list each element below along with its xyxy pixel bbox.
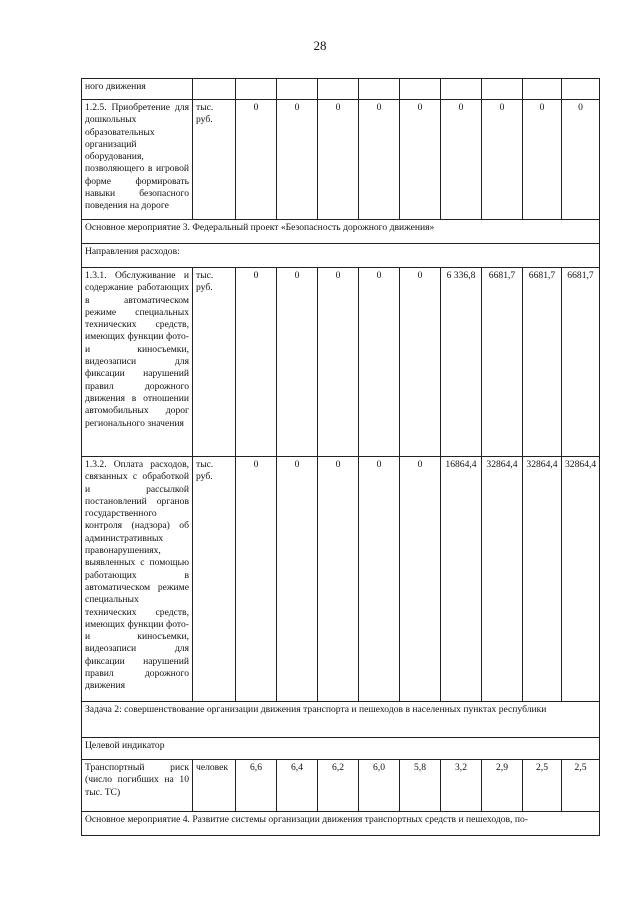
value-cell: 32864,4 <box>562 457 600 702</box>
value-cell: 6681,7 <box>482 268 523 457</box>
value-cell: 6,4 <box>277 760 318 812</box>
row-name: 1.3.2. Оплата расходов, связанных с обработкой и рассылкой постановлений органов государственного контроля (надзора) об административных правонарушениях, выявленных с помощью работающих в автоматическом режиме специальных технических средств, имеющих функции фото- и киносъемки, видеозаписи для фиксации нарушений правил дорожного движения <box>82 457 193 702</box>
value-cell: 6,2 <box>318 760 359 812</box>
section-heading: Целевой индикатор <box>82 738 600 760</box>
page-number: 28 <box>313 38 327 53</box>
table-row <box>82 760 600 812</box>
value-cell: 6,6 <box>236 760 277 812</box>
value-cell: 0 <box>318 100 359 220</box>
table-row <box>82 812 600 836</box>
section-heading: Основное мероприятие 3. Федеральный проект «Безопасность дорожного движения» <box>82 220 600 244</box>
value-cell: 0 <box>523 100 562 220</box>
value-cell: 32864,4 <box>482 457 523 702</box>
value-cell: 0 <box>318 457 359 702</box>
unit-cell: тыс. руб. <box>193 457 236 702</box>
row-name: 1.3.1. Обслуживание и содержание работающих в автоматическом режиме специальных технических средств, имеющих функции фото- и киносъемки, видеозаписи для фиксации нарушений правил дорожного движения в отношении автомобильных дорог регионального значения <box>82 268 193 457</box>
value-cell: 0 <box>400 268 441 457</box>
value-cell: 6,0 <box>359 760 400 812</box>
value-cell: 0 <box>562 100 600 220</box>
table-row <box>82 220 600 244</box>
table-row <box>82 100 600 220</box>
unit-cell: тыс. руб. <box>193 268 236 457</box>
value-cell: 0 <box>236 100 277 220</box>
value-cell: 6 336,8 <box>441 268 482 457</box>
value-cell: 0 <box>277 100 318 220</box>
value-cell: 0 <box>359 457 400 702</box>
row-name: 1.2.5. Приобретение для дошкольных образовательных организаций оборудования, позволяющего в игровой форме формировать навыки безопасного поведения на дороге <box>82 100 193 220</box>
program-table <box>81 78 600 836</box>
value-cell: 0 <box>400 100 441 220</box>
value-cell: 6681,7 <box>523 268 562 457</box>
table-row <box>82 738 600 760</box>
section-heading: Задача 2: совершенствование организации движения транспорта и пешеходов в населенных пунктах республики <box>82 702 600 738</box>
value-cell: 3,2 <box>441 760 482 812</box>
value-cell: 2,5 <box>523 760 562 812</box>
value-cell: 0 <box>277 457 318 702</box>
value-cell: 0 <box>236 268 277 457</box>
table-row <box>82 244 600 268</box>
value-cell: 16864,4 <box>441 457 482 702</box>
table-row <box>82 79 600 100</box>
value-cell: 2,9 <box>482 760 523 812</box>
unit-cell: тыс. руб. <box>193 100 236 220</box>
row-name: ного движения <box>82 79 193 100</box>
section-heading: Направления расходов: <box>82 244 600 268</box>
value-cell: 32864,4 <box>523 457 562 702</box>
value-cell: 0 <box>277 268 318 457</box>
value-cell: 0 <box>318 268 359 457</box>
section-heading: Основное мероприятие 4. Развитие системы организации движения транспортных средств и пешеходов, по- <box>82 812 600 836</box>
value-cell: 0 <box>400 457 441 702</box>
value-cell: 0 <box>236 457 277 702</box>
row-name: Транспортный риск (число погибших на 10 тыс. ТС) <box>82 760 193 812</box>
table-row <box>82 702 600 738</box>
value-cell: 5,8 <box>400 760 441 812</box>
unit-cell: человек <box>193 760 236 812</box>
table-row <box>82 457 600 702</box>
table-row <box>82 268 600 457</box>
value-cell: 0 <box>482 100 523 220</box>
value-cell: 0 <box>359 268 400 457</box>
value-cell: 0 <box>441 100 482 220</box>
value-cell: 0 <box>359 100 400 220</box>
value-cell: 6681,7 <box>562 268 600 457</box>
value-cell: 2,5 <box>562 760 600 812</box>
